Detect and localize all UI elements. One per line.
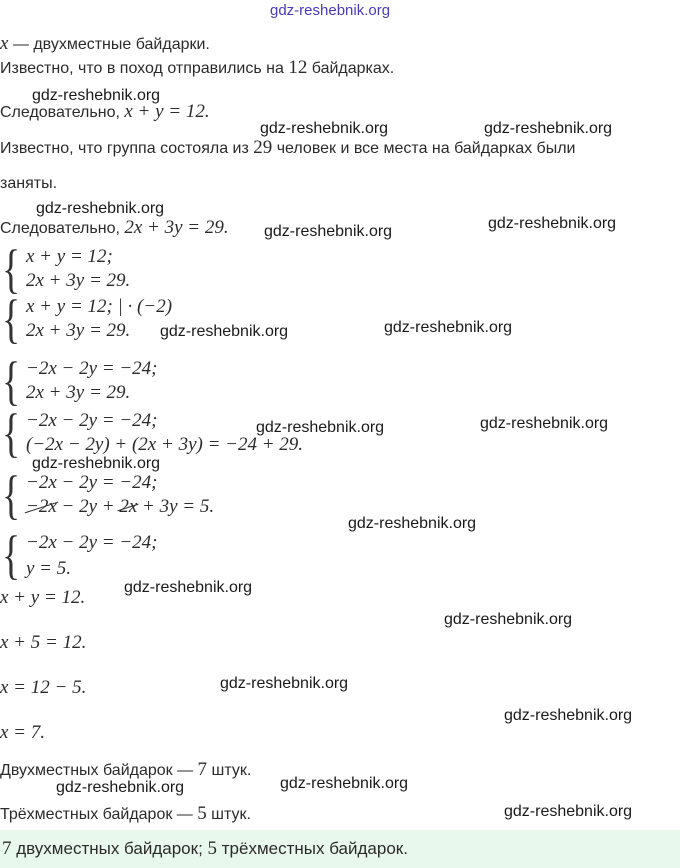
step-2: x + 5 = 12.	[0, 632, 87, 653]
brace-icon: {	[2, 403, 21, 463]
text-line-2: Известно, что в поход отправились на 12 байдарках.	[0, 57, 395, 78]
watermark: gdz-reshebnik.org	[32, 455, 161, 472]
watermark: gdz-reshebnik.org	[480, 415, 609, 432]
result-line-1: Двухместных байдарок — 7 штук.	[0, 759, 252, 780]
cancelled-term: 2x	[119, 496, 138, 517]
watermark: gdz-reshebnik.org	[280, 775, 409, 792]
watermark: gdz-reshebnik.org	[384, 319, 513, 336]
watermark: gdz-reshebnik.org	[256, 419, 385, 436]
brace-icon: {	[2, 239, 21, 299]
brace-icon: {	[2, 525, 21, 585]
step-4: x = 7.	[0, 722, 46, 743]
cancelled-term: −2x	[26, 496, 57, 517]
watermark: gdz-reshebnik.org	[484, 120, 613, 137]
watermark: gdz-reshebnik.org	[160, 323, 289, 340]
solution-page: gdz-reshebnik.org x — двухместные байдарки. Известно, что в поход отправились на 12 байдарках. Следовательно, x + y = 12. Известно, что группа состояла из 29 человек и все места на байдарках были заняты. Следовательно, 2x + 3y = 29. { x + y = 12; 2x + 3y = 29. { x + y = 12; | · (−2) 2x + 3y = 29. { −2x − 2y = −24; 2x + 3y = 29. { −2x − 2y = −24; (−2x − 2y) + (2x + 3y) = −24 + 29. { −2x − 2y = −24; −2x − 2y + 2x + 3y = 5. { −2x − 2y = −24; y = 5. x + y = 12. x + 5 = 12. x = 12 − 5. x = 7. Двухместных байдарок — 7 штук. Трёхместных байдарок — 5 штук. 7 двухместных байдарок; 5 трёхместных байдарок. gdz-reshebnik.org gdz-reshebnik.org gdz-reshebnik.org gdz-reshebnik.org gdz-reshebnik.org gdz-reshebnik.org gdz-reshebnik.org gdz-reshebnik.org gdz-reshebnik.org gdz-reshebnik.org gdz-reshebnik.org gdz-reshebnik.org gdz-reshebnik.org gdz-reshebnik.org gdz-reshebnik.org gdz-reshebnik.org gdz-reshebnik.org gdz-reshebnik.org gdz-reshebnik.org	[0, 0, 680, 868]
result-line-2: Трёхместных байдарок — 5 штук.	[0, 803, 251, 824]
text-line-1: x — двухместные байдарки.	[0, 33, 210, 54]
watermark: gdz-reshebnik.org	[504, 803, 633, 820]
brace-icon: {	[2, 289, 21, 349]
watermark: gdz-reshebnik.org	[220, 675, 349, 692]
watermark: gdz-reshebnik.org	[504, 707, 633, 724]
watermark: gdz-reshebnik.org	[348, 515, 477, 532]
text-line-3: Следовательно, x + y = 12.	[0, 101, 210, 122]
answer-box: 7 двухместных байдарок; 5 трёхместных байдарок.	[0, 830, 680, 868]
watermark: gdz-reshebnik.org	[260, 120, 389, 137]
text-line-6: Следовательно, 2x + 3y = 29.	[0, 217, 229, 238]
watermark: gdz-reshebnik.org	[488, 215, 617, 232]
watermark: gdz-reshebnik.org	[36, 200, 165, 217]
text-line-5: заняты.	[0, 175, 58, 192]
brace-icon: {	[2, 351, 21, 411]
watermark: gdz-reshebnik.org	[124, 579, 253, 596]
step-1: x + y = 12.	[0, 587, 86, 608]
watermark: gdz-reshebnik.org	[264, 223, 393, 240]
step-3: x = 12 − 5.	[0, 677, 87, 698]
watermark: gdz-reshebnik.org	[32, 87, 161, 104]
watermark: gdz-reshebnik.org	[444, 611, 573, 628]
brace-icon: {	[2, 465, 21, 525]
watermark-top: gdz-reshebnik.org	[270, 2, 391, 19]
watermark: gdz-reshebnik.org	[56, 779, 185, 796]
text-line-4: Известно, что группа состояла из 29 человек и все места на байдарках были	[0, 137, 576, 158]
